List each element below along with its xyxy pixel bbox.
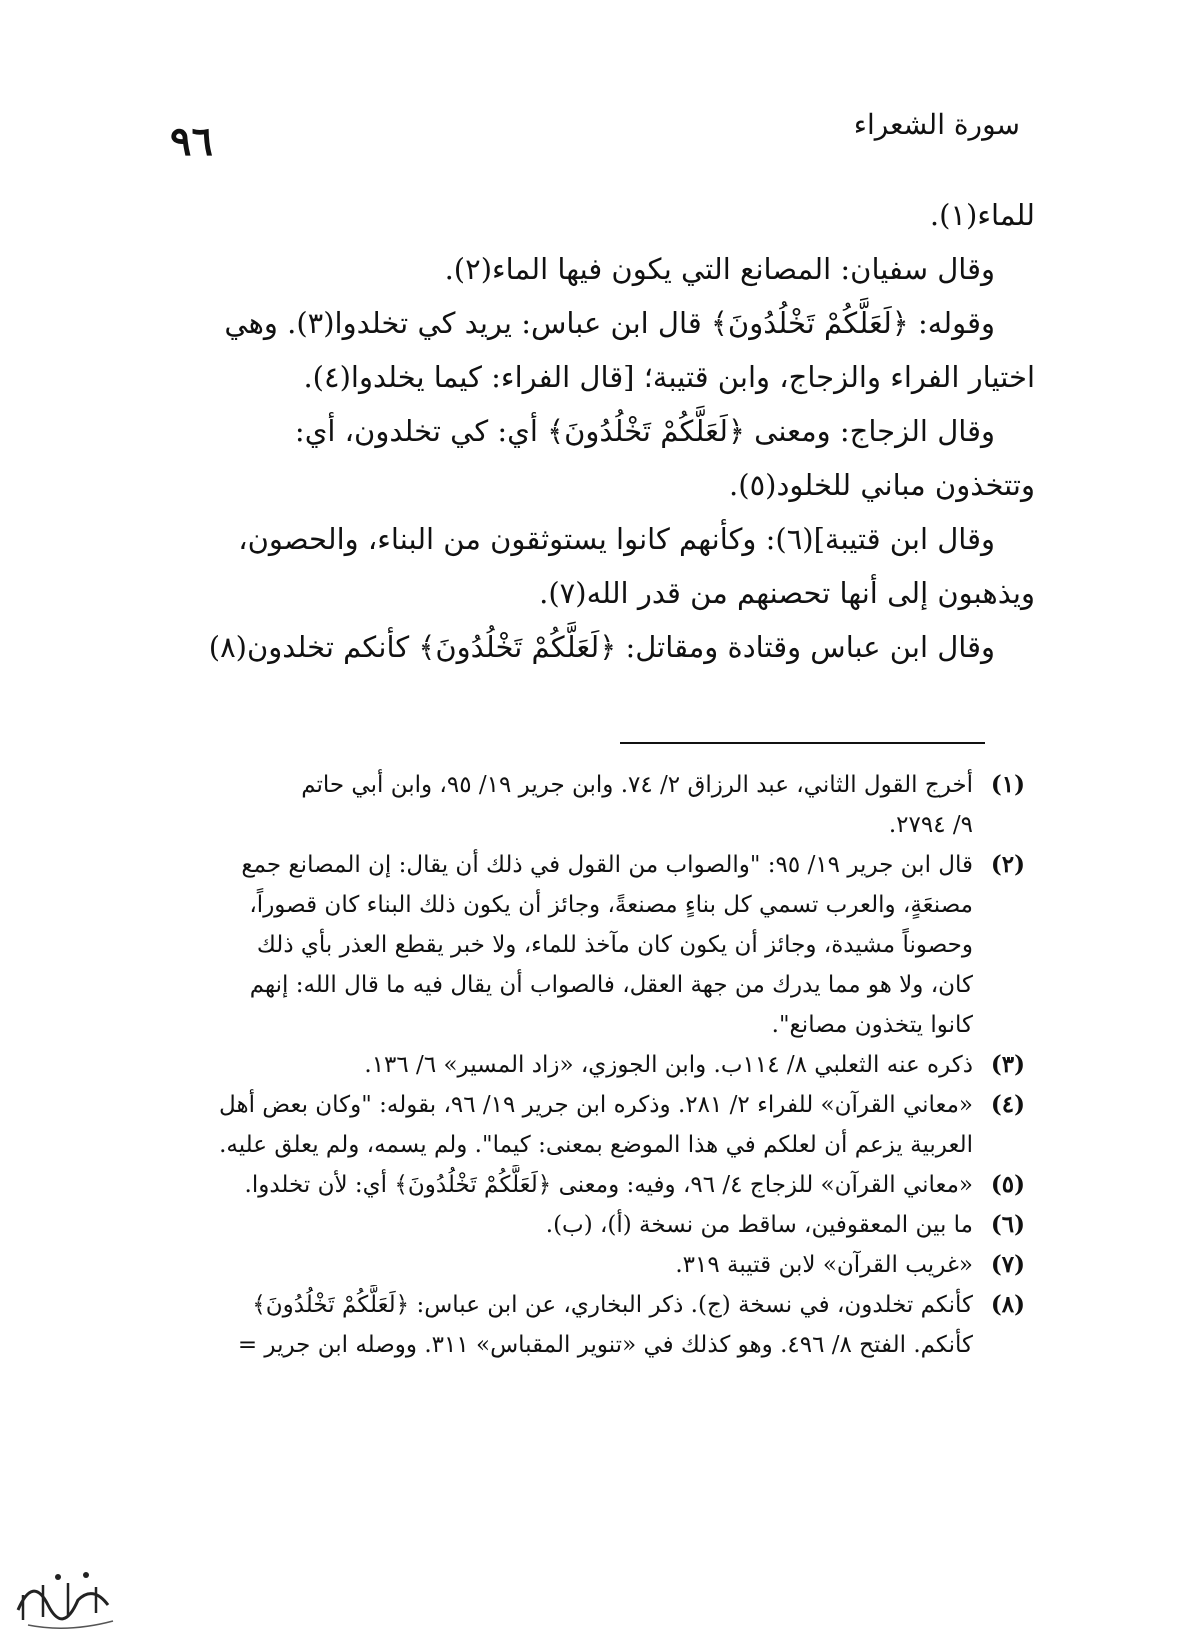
text-line: وتتخذون مباني للخلود(٥).	[729, 468, 1035, 502]
footnote-line: كأنكم تخلدون، في نسخة (ج). ذكر البخاري، عن ابن عباس: ﴿لَعَلَّكُمْ تَخْلُدُونَ﴾	[252, 1292, 973, 1318]
surah-title: سورة الشعراء	[853, 108, 1020, 141]
footnote-number: (٨)	[990, 1291, 1025, 1318]
text-line: وقال الزجاج: ومعنى ﴿لَعَلَّكُمْ تَخْلُدُونَ﴾ أي: كي تخلدون، أي:	[294, 414, 995, 448]
footnote-line: «معاني القرآن» للفراء ٢/ ٢٨١. وذكره ابن جرير ١٩/ ٩٦، بقوله: "وكان بعض أهل	[219, 1092, 973, 1118]
footnote-number: (٥)	[990, 1171, 1025, 1198]
footnote-line: العربية يزعم أن لعلكم في هذا الموضع بمعنى: كيما". ولم يسمه، ولم يعلق عليه.	[219, 1132, 973, 1158]
footnote-line: «غريب القرآن» لابن قتيبة ٣١٩.	[675, 1252, 973, 1278]
footnote-number: (٧)	[990, 1251, 1025, 1278]
footnote-line: كان، ولا هو مما يدرك من جهة العقل، فالصواب أن يقال فيه ما قال الله: إنهم	[249, 972, 973, 998]
footnote-3	[130, 1045, 1025, 1085]
footnote-number: (٤)	[990, 1091, 1025, 1118]
text-line: وقال سفيان: المصانع التي يكون فيها الماء(٢).	[444, 252, 995, 286]
footnote-1	[130, 765, 1025, 845]
page-header	[140, 108, 1020, 165]
footnote-4	[130, 1085, 1025, 1165]
footnotes	[130, 765, 1025, 1365]
footnote-line: كانوا يتخذون مصانع".	[771, 1012, 973, 1038]
footnote-line: ما بين المعقوفين، ساقط من نسخة (أ)، (ب).	[545, 1212, 973, 1238]
footnote-5	[130, 1165, 1025, 1205]
main-text	[135, 188, 1035, 674]
text-line: وقال ابن عباس وقتادة ومقاتل: ﴿لَعَلَّكُمْ تَخْلُدُونَ﴾ كأنكم تخلدون(٨)	[208, 630, 995, 664]
footnote-line: ٩/ ٢٧٩٤.	[888, 812, 973, 838]
footnote-number: (٣)	[990, 1051, 1025, 1078]
text-line: وقوله: ﴿لَعَلَّكُمْ تَخْلُدُونَ﴾ قال ابن عباس: يريد كي تخلدوا(٣). وهي	[224, 306, 995, 340]
publisher-logo	[8, 1555, 128, 1635]
footnote-2	[130, 845, 1025, 1045]
footnote-number: (٢)	[990, 851, 1025, 878]
footnote-line: أخرج القول الثاني، عبد الرزاق ٢/ ٧٤. وابن جرير ١٩/ ٩٥، وابن أبي حاتم	[301, 772, 973, 798]
footnote-number: (١)	[990, 771, 1025, 798]
text-line: ويذهبون إلى أنها تحصنهم من قدر الله(٧).	[539, 576, 1035, 610]
footnote-line: ذكره عنه الثعلبي ٨/ ١١٤ب. وابن الجوزي، «زاد المسير» ٦/ ١٣٦.	[364, 1052, 973, 1078]
page-number: ٩٦	[170, 118, 213, 165]
footnote-8	[130, 1285, 1025, 1365]
footnote-6	[130, 1205, 1025, 1245]
footnote-line: «معاني القرآن» للزجاج ٤/ ٩٦، وفيه: ومعنى ﴿لَعَلَّكُمْ تَخْلُدُونَ﴾ أي: لأن تخلدوا.	[244, 1172, 973, 1198]
footnote-line: قال ابن جرير ١٩/ ٩٥: "والصواب من القول في ذلك أن يقال: إن المصانع جمع	[241, 852, 973, 878]
footnote-divider	[620, 742, 985, 744]
text-line: اختيار الفراء والزجاج، وابن قتيبة؛ [قال الفراء: كيما يخلدوا(٤).	[303, 360, 1035, 394]
footnote-7	[130, 1245, 1025, 1285]
footnote-line: كأنكم. الفتح ٨/ ٤٩٦. وهو كذلك في «تنوير المقباس» ٣١١. ووصله ابن جرير =	[237, 1332, 973, 1358]
footnote-number: (٦)	[990, 1211, 1025, 1238]
footnote-line: مصنعَةٍ، والعرب تسمي كل بناءٍ مصنعةً، وجائز أن يكون ذلك البناء كان قصوراً،	[249, 892, 973, 918]
text-line: وقال ابن قتيبة](٦): وكأنهم كانوا يستوثقون من البناء، والحصون،	[238, 522, 995, 556]
footnote-line: وحصوناً مشيدة، وجائز أن يكون كان مآخذ للماء، ولا خبر يقطع العذر بأي ذلك	[256, 932, 973, 958]
text-line: للماء(١).	[929, 198, 1035, 232]
